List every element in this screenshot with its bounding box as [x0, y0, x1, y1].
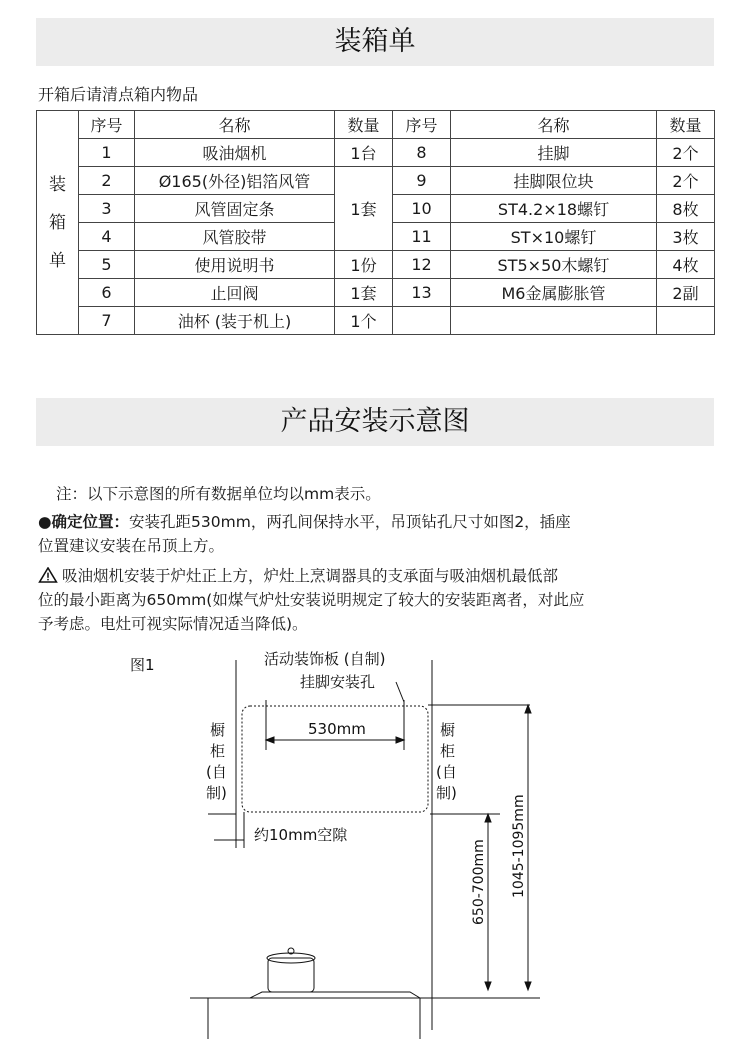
packing-side-label: 装 箱 单 [37, 111, 79, 335]
table-cell: 止回阀 [135, 279, 335, 307]
install-notes [38, 482, 728, 636]
cabinet-left-4: 制) [206, 784, 227, 802]
table-cell [393, 307, 451, 335]
table-cell: 2副 [657, 279, 715, 307]
cabinet-right-3: (自 [436, 763, 457, 781]
table-cell: 13 [393, 279, 451, 307]
table-cell: 8枚 [657, 195, 715, 223]
packing-title-bar [36, 18, 714, 66]
table-cell: 2个 [657, 167, 715, 195]
packing-intro: 开箱后请清点箱内物品 [38, 85, 199, 104]
table-cell: 1个 [335, 307, 393, 335]
table-row [37, 167, 715, 195]
table-cell: 5 [79, 251, 135, 279]
cabinet-right-1: 橱 [440, 721, 456, 739]
table-cell: 12 [393, 251, 451, 279]
table-row [37, 251, 715, 279]
table-cell: 8 [393, 139, 451, 167]
table-row [37, 307, 715, 335]
table-cell: 3 [79, 195, 135, 223]
table-cell: 油杯 (装于机上) [135, 307, 335, 335]
hole-label: 挂脚安装孔 [300, 673, 376, 691]
header-cell: 数量 [335, 111, 393, 139]
table-cell [657, 307, 715, 335]
table-cell: 风管胶带 [135, 223, 335, 251]
position-paragraph [38, 510, 728, 534]
table-row [37, 279, 715, 307]
warning-line-2: 位的最小距离为650mm(如煤气炉灶安装说明规定了较大的安装距离者，对此应 [38, 591, 585, 609]
header-cell: 数量 [657, 111, 715, 139]
table-cell: Ø165(外径)铝箔风管 [135, 167, 335, 195]
cabinet-left-1: 橱 [210, 721, 226, 739]
table-cell: 吸油烟机 [135, 139, 335, 167]
units-note: 注：以下示意图的所有数据单位均以mm表示。 [56, 485, 381, 503]
table-header-row [37, 111, 715, 139]
table-cell: ST4.2×18螺钉 [451, 195, 657, 223]
cabinet-right-4: 制) [436, 784, 457, 802]
table-cell: 1套 [335, 167, 393, 251]
table-cell: 1份 [335, 251, 393, 279]
table-cell: 挂脚限位块 [451, 167, 657, 195]
table-cell: 1套 [335, 279, 393, 307]
table-cell: 4枚 [657, 251, 715, 279]
install-title: 产品安装示意图 [280, 406, 470, 437]
height-range-label: 650-700mm [471, 839, 487, 925]
table-cell [451, 307, 657, 335]
warning-line-1: 吸油烟机安装于炉灶正上方，炉灶上烹调器具的支承面与吸油烟机最低部 [62, 567, 559, 585]
table-cell: 2 [79, 167, 135, 195]
table-row [37, 139, 715, 167]
hole-distance: 530mm [308, 720, 366, 738]
position-text-2: 位置建议安装在吊顶上方。 [38, 537, 225, 555]
header-cell: 名称 [451, 111, 657, 139]
table-cell: 3枚 [657, 223, 715, 251]
table-cell: 11 [393, 223, 451, 251]
cabinet-left-2: 柜 [210, 742, 226, 760]
header-cell: 序号 [393, 111, 451, 139]
table-cell: 10 [393, 195, 451, 223]
table-cell: 风管固定条 [135, 195, 335, 223]
panel-label: 活动装饰板 (自制) [264, 650, 386, 668]
figure-label: 图1 [130, 656, 155, 674]
total-range-label: 1045-1095mm [511, 794, 527, 898]
table-cell: ST×10螺钉 [451, 223, 657, 251]
table-cell: 4 [79, 223, 135, 251]
header-cell: 名称 [135, 111, 335, 139]
table-cell: ST5×50木螺钉 [451, 251, 657, 279]
cabinet-left-3: (自 [206, 763, 227, 781]
header-cell: 序号 [79, 111, 135, 139]
position-text: 安装孔距530mm，两孔间保持水平，吊顶钻孔尺寸如图2，插座 [129, 513, 571, 531]
table-cell: 使用说明书 [135, 251, 335, 279]
table-cell: 1台 [335, 139, 393, 167]
table-cell: M6金属膨胀管 [451, 279, 657, 307]
table-cell: 9 [393, 167, 451, 195]
installation-diagram [0, 640, 750, 1039]
warning-line-3: 予考虑。电灶可视实际情况适当降低)。 [38, 615, 308, 633]
warning-paragraph [38, 564, 728, 588]
cabinet-right-2: 柜 [440, 742, 456, 760]
warning-icon [38, 567, 58, 583]
install-title-bar [36, 398, 714, 446]
packing-table [36, 110, 715, 335]
table-cell: 6 [79, 279, 135, 307]
gap-label: 约10mm空隙 [254, 826, 348, 844]
table-cell: 1 [79, 139, 135, 167]
packing-title: 装箱单 [334, 26, 416, 57]
table-cell: 7 [79, 307, 135, 335]
table-cell: 2个 [657, 139, 715, 167]
table-cell: 挂脚 [451, 139, 657, 167]
position-label: ●确定位置： [38, 513, 130, 531]
